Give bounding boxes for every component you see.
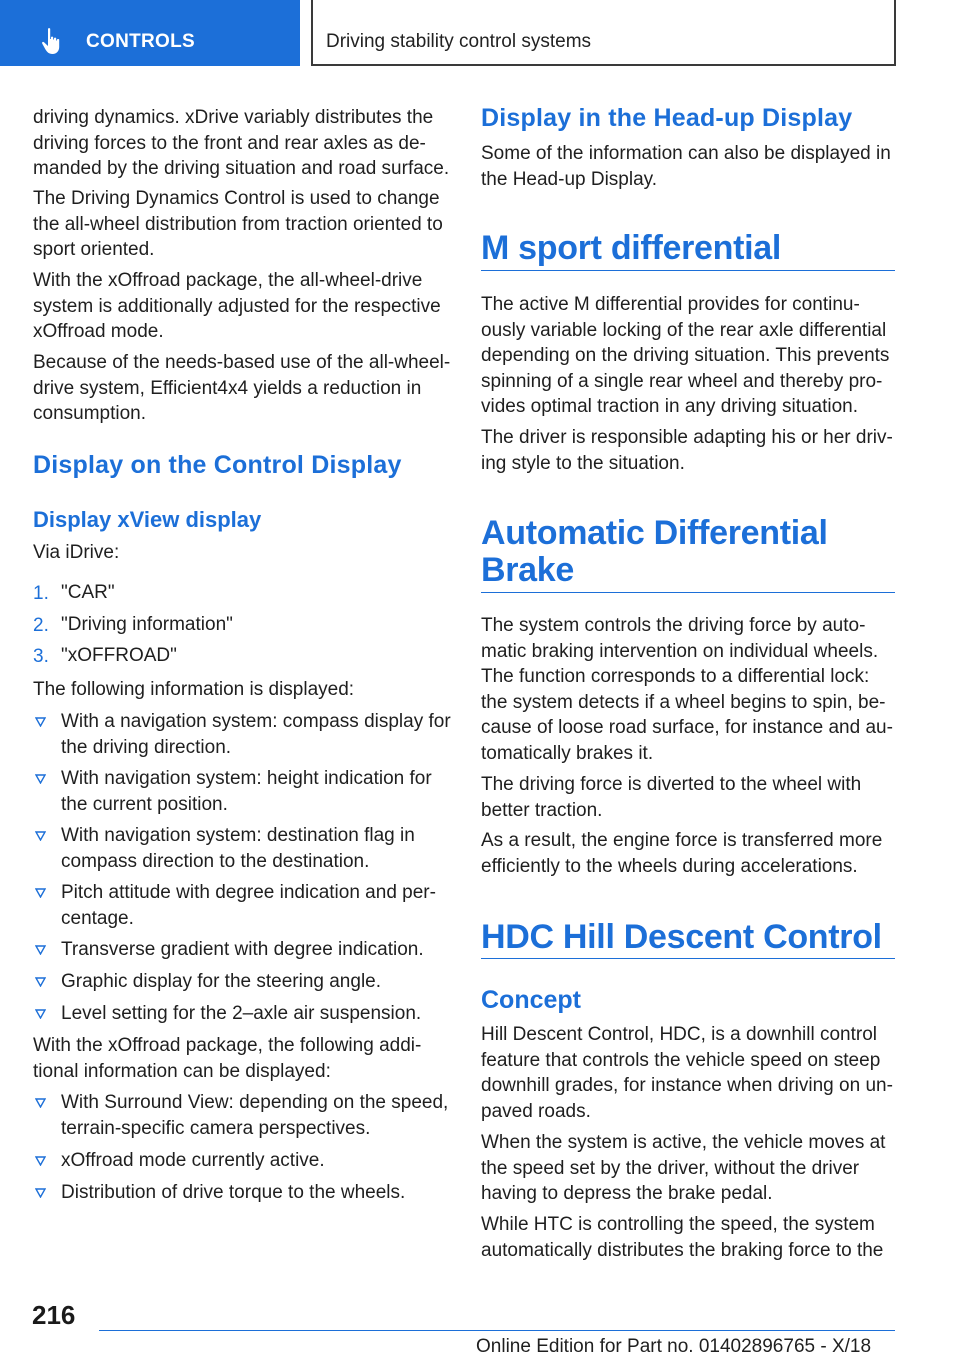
bullet-triangle-icon [35,1098,46,1108]
section-heading: Display in the Head-up Display [481,104,853,132]
heading-rule [481,958,895,959]
edition-note: Online Edition for Part no. 01402896765 - X/18 [476,1336,872,1357]
paragraph: Hill Descent Control, HDC, is a downhill control feature that controls the vehicle speed on steep downhill grades, for instance when driving on unpaved roads. [481,1024,893,1122]
paragraph: The Driving Dynamics Control is used to change the all-wheel distribution from traction oriented to sport oriented. [33,188,443,260]
heading-rule [481,592,895,593]
paragraph: The driving force is diverted to the wheel with better traction. [481,774,862,821]
step-text: "CAR" [61,582,115,603]
step-text: "xOFFROAD" [61,645,177,666]
list-item: With Surround View: depending on the speed, terrain-specific camera perspectives. [61,1092,449,1139]
step-number: 2. [33,615,49,636]
bullet-triangle-icon [35,1188,46,1198]
list-item: Level setting for the 2–axle air suspension. [61,1003,422,1024]
list-item: With navigation system: height indication for the current position. [61,768,432,815]
list-item: Distribution of drive torque to the wheels. [61,1182,406,1203]
chapter-title: Driving stability control systems [326,31,592,52]
list-item: With navigation system: destination flag in compass direction to the destination. [61,825,415,872]
chapter-heading: Automatic Differential [481,514,828,552]
list-item: xOffroad mode currently active. [61,1150,325,1171]
bullet-triangle-icon [35,717,46,727]
paragraph: driving dynamics. xDrive variably distributes the driving forces to the front and rear axles as demanded by the driving situation and road surface. [33,107,450,179]
bullet-triangle-icon [35,1156,46,1166]
paragraph: Some of the information can also be displayed in the Head-up Display. [481,143,891,190]
bullet-triangle-icon [35,977,46,987]
paragraph: The driver is responsible adapting his or her driving style to the situation. [481,427,893,474]
chapter-heading: Brake [481,551,575,589]
list-item: Transverse gradient with degree indication. [61,939,424,960]
paragraph: As a result, the engine force is transferred more efficiently to the wheels during accelerations. [481,830,883,877]
paragraph: With the xOffroad package, the all-wheel-drive system is additionally adjusted for the respective xOffroad mode. [33,270,441,342]
subsection-heading: Display xView display [33,507,262,532]
chapter-heading: HDC Hill Descent Control [481,918,882,956]
paragraph: While HTC is controlling the speed, the system automatically distributes the braking force to the [481,1214,884,1261]
bullet-triangle-icon [35,831,46,841]
step-number: 3. [33,646,49,667]
footer-rule [99,1330,895,1331]
bullet-triangle-icon [35,888,46,898]
chapter-heading: M sport differential [481,229,782,267]
bullet-triangle-icon [35,1009,46,1019]
paragraph: With the xOffroad package, the following additional information can be displayed: [33,1035,422,1082]
subsection-heading: Concept [481,986,581,1014]
paragraph: The following information is displayed: [33,679,355,700]
bullet-triangle-icon [35,774,46,784]
paragraph: When the system is active, the vehicle moves at the speed set by the driver, without the driver having to depress the brake pedal. [481,1132,886,1204]
list-item: Graphic display for the steering angle. [61,971,382,992]
bullet-triangle-icon [35,945,46,955]
list-item: Pitch attitude with degree indication and percentage. [61,882,436,929]
hand-pointer-icon [41,27,63,55]
section-heading: Display on the Control Display [33,451,402,479]
heading-rule [481,270,895,271]
list-item: With a navigation system: compass display for the driving direction. [61,711,451,758]
step-text: "Driving information" [61,614,233,635]
step-number: 1. [33,583,49,604]
page-number: 216 [32,1300,76,1330]
section-label: CONTROLS [86,31,196,52]
paragraph: Via iDrive: [33,542,120,563]
paragraph: The active M differential provides for continuously variable locking of the rear axle differential depending on the driving situation. This prevents spinning of a single rear wheel and thereby provides optimal traction in any driving situation. [481,294,890,417]
paragraph: Because of the needs-based use of the all-wheel-drive system, Efficient4x4 yields a reduction in consumption. [33,352,451,424]
paragraph: The system controls the driving force by automatic braking intervention on individual wheels. The function corresponds to a differential lock: the system detects if a wheel begins to spin, because of loose road surface, for instance and automatically brakes it. [481,615,893,764]
